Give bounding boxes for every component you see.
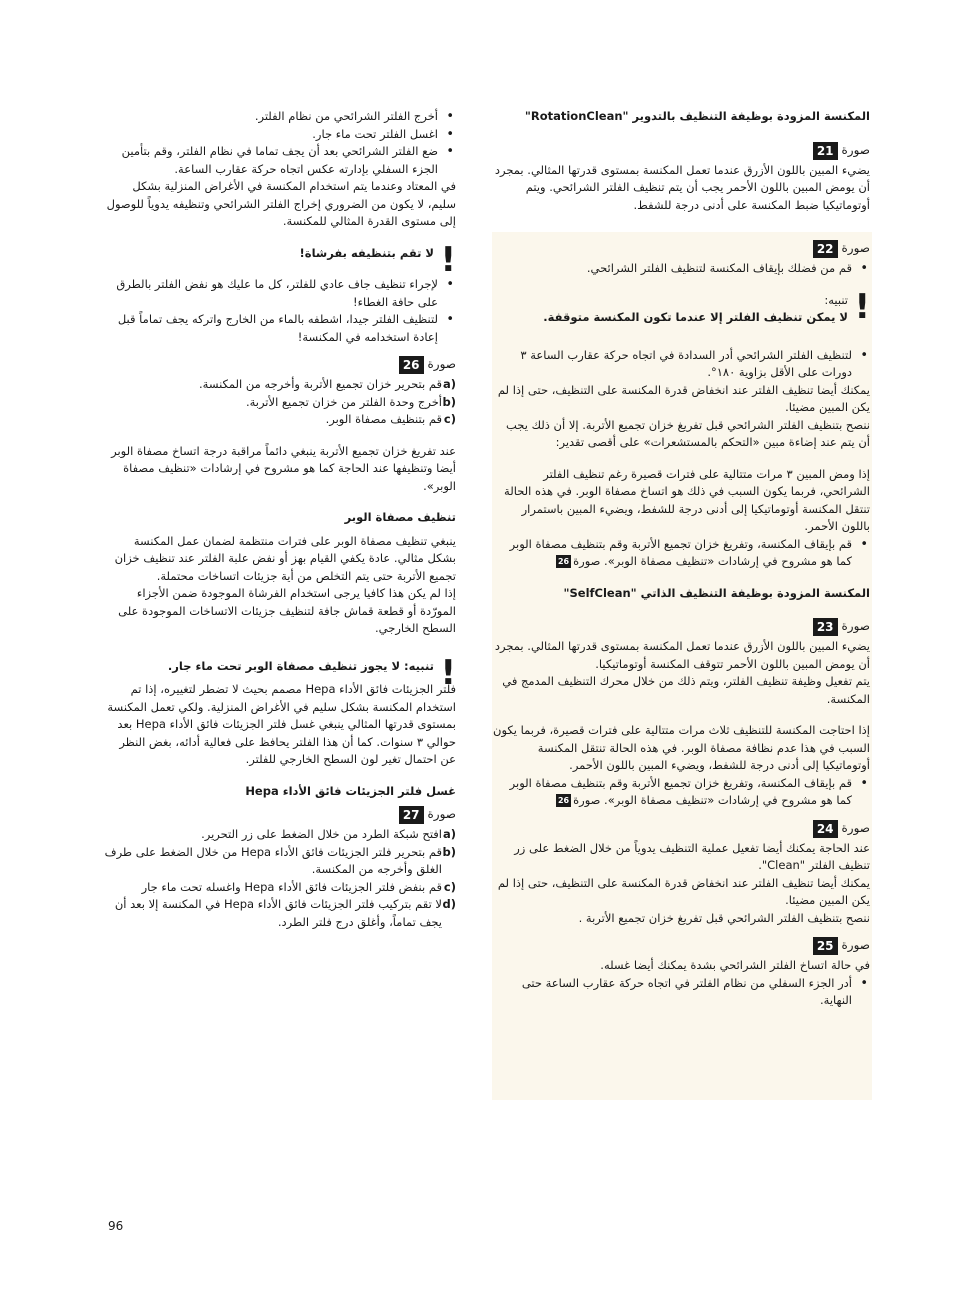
fig24-text-2: يمكنك أيضا تنظيف الفلتر عند انخفاض قدرة المكنسة على التنظيف، حتى إذا لم يكن المبين مضيئا. [497,875,870,907]
figure-word: صورة [427,807,456,822]
fig21-text: يضيء المبين باللون الأزرق عندما تعمل المكنسة بمستوى قدرتها المثالي. بمجرد أن يومض المبين باللون الأحمر يجب أن يتم تنظيف الفلتر الشرائحي. ويتم أوتوماتيكيا ضبط المكنسة على أدنى درجة للشفط. [494,162,870,212]
list-item: • لإجراء تنظيف جاف عادي للفلتر، كل ما عليك هو نفض الفلتر بالطرق على حافة الغطاء! [104,276,438,311]
figure-27-label [104,806,456,824]
list-item: • قم من فضلك بإيقاف المكنسة لتنظيف الفلتر الشرائحي. [492,260,852,278]
figure-word: صورة [841,938,870,953]
fig27-steps [104,826,456,931]
figure-25-label [492,937,870,955]
figure-word: صورة [841,241,870,256]
fig24-text: عند الحاجة يمكنك أيضا تفعيل عملية التنظيف يدوياً من خلال الضغط على زر تنظيف الفلتر "Clean". [514,840,870,872]
step-text: قم بتحرير فلتر الجزيئات فائق الأداء Hepa من خلال الضغط على طرف الغلق وأخرجه من المكنسة. [104,844,442,876]
para-normal-use: في المعتاد وعندما يتم استخدام المكنسة في الأغراض المنزلية بشكل سليم، لا يكون من الضروري إخراج الفلتر الشرائحي وتنظيفه يدوياً للوصول إلى مستوى القدرة المثالي للمكنسة. [106,179,456,228]
warning-text: لا تقم بتنظيفه بفرشاة! [299,245,434,260]
para-flash: إذا ومض المبين ٣ مرات متتالية على فترات قصيرة رغم تنظيف الفلتر الشرائحي، فربما يكون السبب في ذلك هو اتساخ مصفاة الوبر. في هذه الحالة تنتقل المكنسة أوتوماتيكيا إلى أدنى درجة للشفط، ويضيء المبين باستمرار باللون الأحمر. [504,466,870,533]
figure-word: صورة [841,820,870,835]
selfclean-heading: المكنسة المزودة بوظيفة التنظيف الذاتي "SelfClean" [563,585,870,600]
step-text: لا تقم بتركيب فلتر الجزيئات فائق الأداء Hepa في المكنسة إلا بعد أن يجف تماماً، وأغلق درج فلتر الطرد. [114,897,442,929]
para-empty-container: عند تفريغ خزان تجميع الأتربة ينبغي دائماً مراقبة درجة اتساخ مصفاة الوبر أيضا وتنظيفها عند الحاجة كما هو مشروح في إرشادات «تنظيف مصفاة الوبر». [111,443,456,493]
warning-2 [104,239,456,280]
step-letter: d) [442,897,456,911]
fig26-steps [104,376,456,429]
figure-number: 27 [399,806,424,824]
step-item [104,376,456,394]
figure-number: 25 [813,937,838,955]
figure-23-label [492,618,870,636]
list-item [492,775,852,810]
fig23-text-2: يتم تفعيل وظيفة تنظيف الفلتر، ويتم ذلك من خلال محرك التنظيف المدمج في المكنسة. [502,674,870,706]
step-letter: a) [442,377,456,391]
warning-text: تنبيه: لا يجوز تنظيف مصفاة الوبر تحت ماء جار. [167,658,434,673]
step-item [104,879,456,897]
figure-word: صورة [841,619,870,634]
page-number: 96 [108,1219,124,1233]
stop-list-2 [492,775,870,810]
bullet-text: قم بإيقاف المكنسة، وتفريغ خزان تجميع الأتربة وقم بتنظيف مصفاة الوبر كما هو مشروح في إرشادات «تنظيف مصفاة الوبر». صورة [509,536,852,568]
step-letter: c) [443,879,456,894]
fig23-text: يضيء المبين باللون الأزرق عندما تعمل المكنسة بمستوى قدرتها المثالي. بمجرد أن يومض المبين باللون الأحمر تتوقف المكنسة أوتوماتيكيا. [494,639,870,671]
hepa-heading: غسل فلتر الجزيئات فائق الأداء Hepa [245,783,456,798]
figure-24-label [492,820,870,838]
step-text: قم بنفض فلتر الجزيئات فائق الأداء Hepa واغسله تحت ماء جار [141,879,442,894]
figure-22-label [492,240,870,258]
right-column [492,108,870,1010]
step-text: أخرج وحدة الفلتر من خزان تجميع الأتربة. [245,394,442,409]
step-text: قم بتحرير خزان تجميع الأتربة وأخرجه من المكنسة. [199,377,442,391]
figure-ref: 26 [557,557,570,566]
fig25-list [492,975,870,1010]
step-item [104,896,456,931]
step-text: قم بتنظيف مصفاة الوبر. [325,412,442,426]
warning-1 [492,286,870,327]
list-item: • لتنظيف الفلتر الشرائحي أدر السدادة في اتجاه حركة عقارب الساعة ٣ دورات على الأقل بزاوية ١٨٠°. [492,347,852,382]
figure-21-label [492,142,870,160]
lint-filter-text: ينبغي تنظيف مصفاة الوبر على فترات منتظمة لضمان عمل المكنسة بشكل مثالي. عادة يكفي القيام بهز أو نفض علبة الفلتر عند تنظيف خزان تجميع الأتربة حتى يتم التخلص من أية جزيئات اتساخات محتملة. [114,533,456,583]
left-column [104,108,456,931]
figure-number: 21 [813,142,838,160]
exclamation-icon: ! [854,286,870,327]
list-item: • اغسل الفلتر تحت ماء جار. [104,126,438,144]
para-recommend: ننصح بتنظيف الفلتر الشرائحي قبل تفريغ خزان تجميع الأتربة. إلا أن ذلك يجب أن يتم عند إضاءة مبين «التحكم بالمستشعرات» على أقصى تقدير: [506,417,870,449]
list-item: • أخرج الفلتر الشرائحي من نظام الفلتر. [104,108,438,126]
step-text: افتح شبكة الطرد من خلال الضغط على زر التحرير. [201,827,442,841]
para-three-times: إذا احتاجت المكنسة للتنظيف ثلاث مرات متتالية على فترات قصيرة، فربما يكون السبب في هذا عدم نظافة مصفاة الوبر. في هذه الحالة تنتقل المكنسة أوتوماتيكيا إلى أدنى درجة للشفط، ويضيء المبين باللون الأحمر. [493,723,870,772]
filter-steps-list [104,108,456,178]
warning-text: لا يمكن تنظيف الفلتر إلا عندما تكون المكنسة متوقفة. [543,310,848,324]
step-item [104,826,456,844]
step-letter: b) [442,394,456,409]
step-letter: b) [442,844,456,859]
step-letter: c) [443,412,456,426]
exclamation-icon: ! [440,652,456,693]
figure-number: 22 [813,240,838,258]
para-also-clean: يمكنك أيضا تنظيف الفلتر عند انخفاض قدرة المكنسة على التنظيف، حتى إذا لم يكن المبين مضيئا. [497,382,870,414]
list-item: • ضع الفلتر الشرائحي بعد أن يجف تماما في نظام الفلتر، وقم بتأمين الجزء السفلي بإدارته عكس اتجاه حركة عقارب الساعة. [104,143,438,178]
hepa-paragraph: فلتر الجزيئات فائق الأداء Hepa مصمم بحيث لا تضطر لتغييره، إذا تم استخدام المكنسة بشكل سليم في الأغراض المنزلية. ولكي تعمل المكنسة بمستوى قدرتها المثالي ينبغي غسل فلتر الجزيئات فائق الأداء Hepa بعد حوالي ٣ سنوات. كما أن هذا الفلتر يحافظ على فعالية أدائه، بغض النظر عن احتمال تغير لون السطح الخارجي للفلتر. [107,682,456,766]
figure-ref: 26 [557,796,570,805]
lint-filter-heading: تنظيف مصفاة الوبر [344,510,456,524]
figure-number: 24 [813,820,838,838]
step-item [104,844,456,879]
brush-list [104,276,456,346]
step-item [104,411,456,429]
figure-26-label [104,356,456,374]
exclamation-icon: ! [440,239,456,280]
fig25-text: في حالة اتساخ الفلتر الشرائحي بشدة يمكنك أيضا غسله. [600,958,870,972]
list-item: • لتنظيف الفلتر جيدا، اشطفه بالماء من الخارج واتركه يجف تماماً قبل إعادة استخدامه في المكنسة! [104,311,438,346]
bullet-text: قم بإيقاف المكنسة، وتفريغ خزان تجميع الأتربة وقم بتنظيف مصفاة الوبر كما هو مشروح في إرشادات «تنظيف مصفاة الوبر». صورة [509,775,852,807]
lint-filter-text-2: إذا لم يكن هذا كافيا يرجى استخدام الفرشاة الموجودة ضمن الأجزاء المورّدة أو قطعة قماش جافة لتنظيف جزيئات الاتساخات الموجودة على السطح الخارجي. [118,586,456,635]
step-item [104,394,456,412]
list-item [492,536,852,571]
fig22-list [492,260,870,278]
figure-word: صورة [427,357,456,372]
figure-number: 26 [399,356,424,374]
rotate-list [492,347,870,382]
fig24-text-3: ننصح بتنظيف الفلتر الشرائحي قبل تفريغ خزان تجميع الأتربة . [578,910,870,925]
warning-title: تنبيه: [824,292,848,307]
list-item: • أدر الجزء السفلي من نظام الفلتر في اتجاه حركة عقارب الساعة حتى النهاية. [492,975,852,1010]
step-letter: a) [442,827,456,841]
figure-word: صورة [841,142,870,157]
rotationclean-heading: المكنسة المزودة بوظيفة التنظيف بالتدوير "RotationClean" [524,109,870,123]
stop-list-1 [492,536,870,571]
warning-3 [104,652,456,693]
figure-number: 23 [813,618,838,636]
